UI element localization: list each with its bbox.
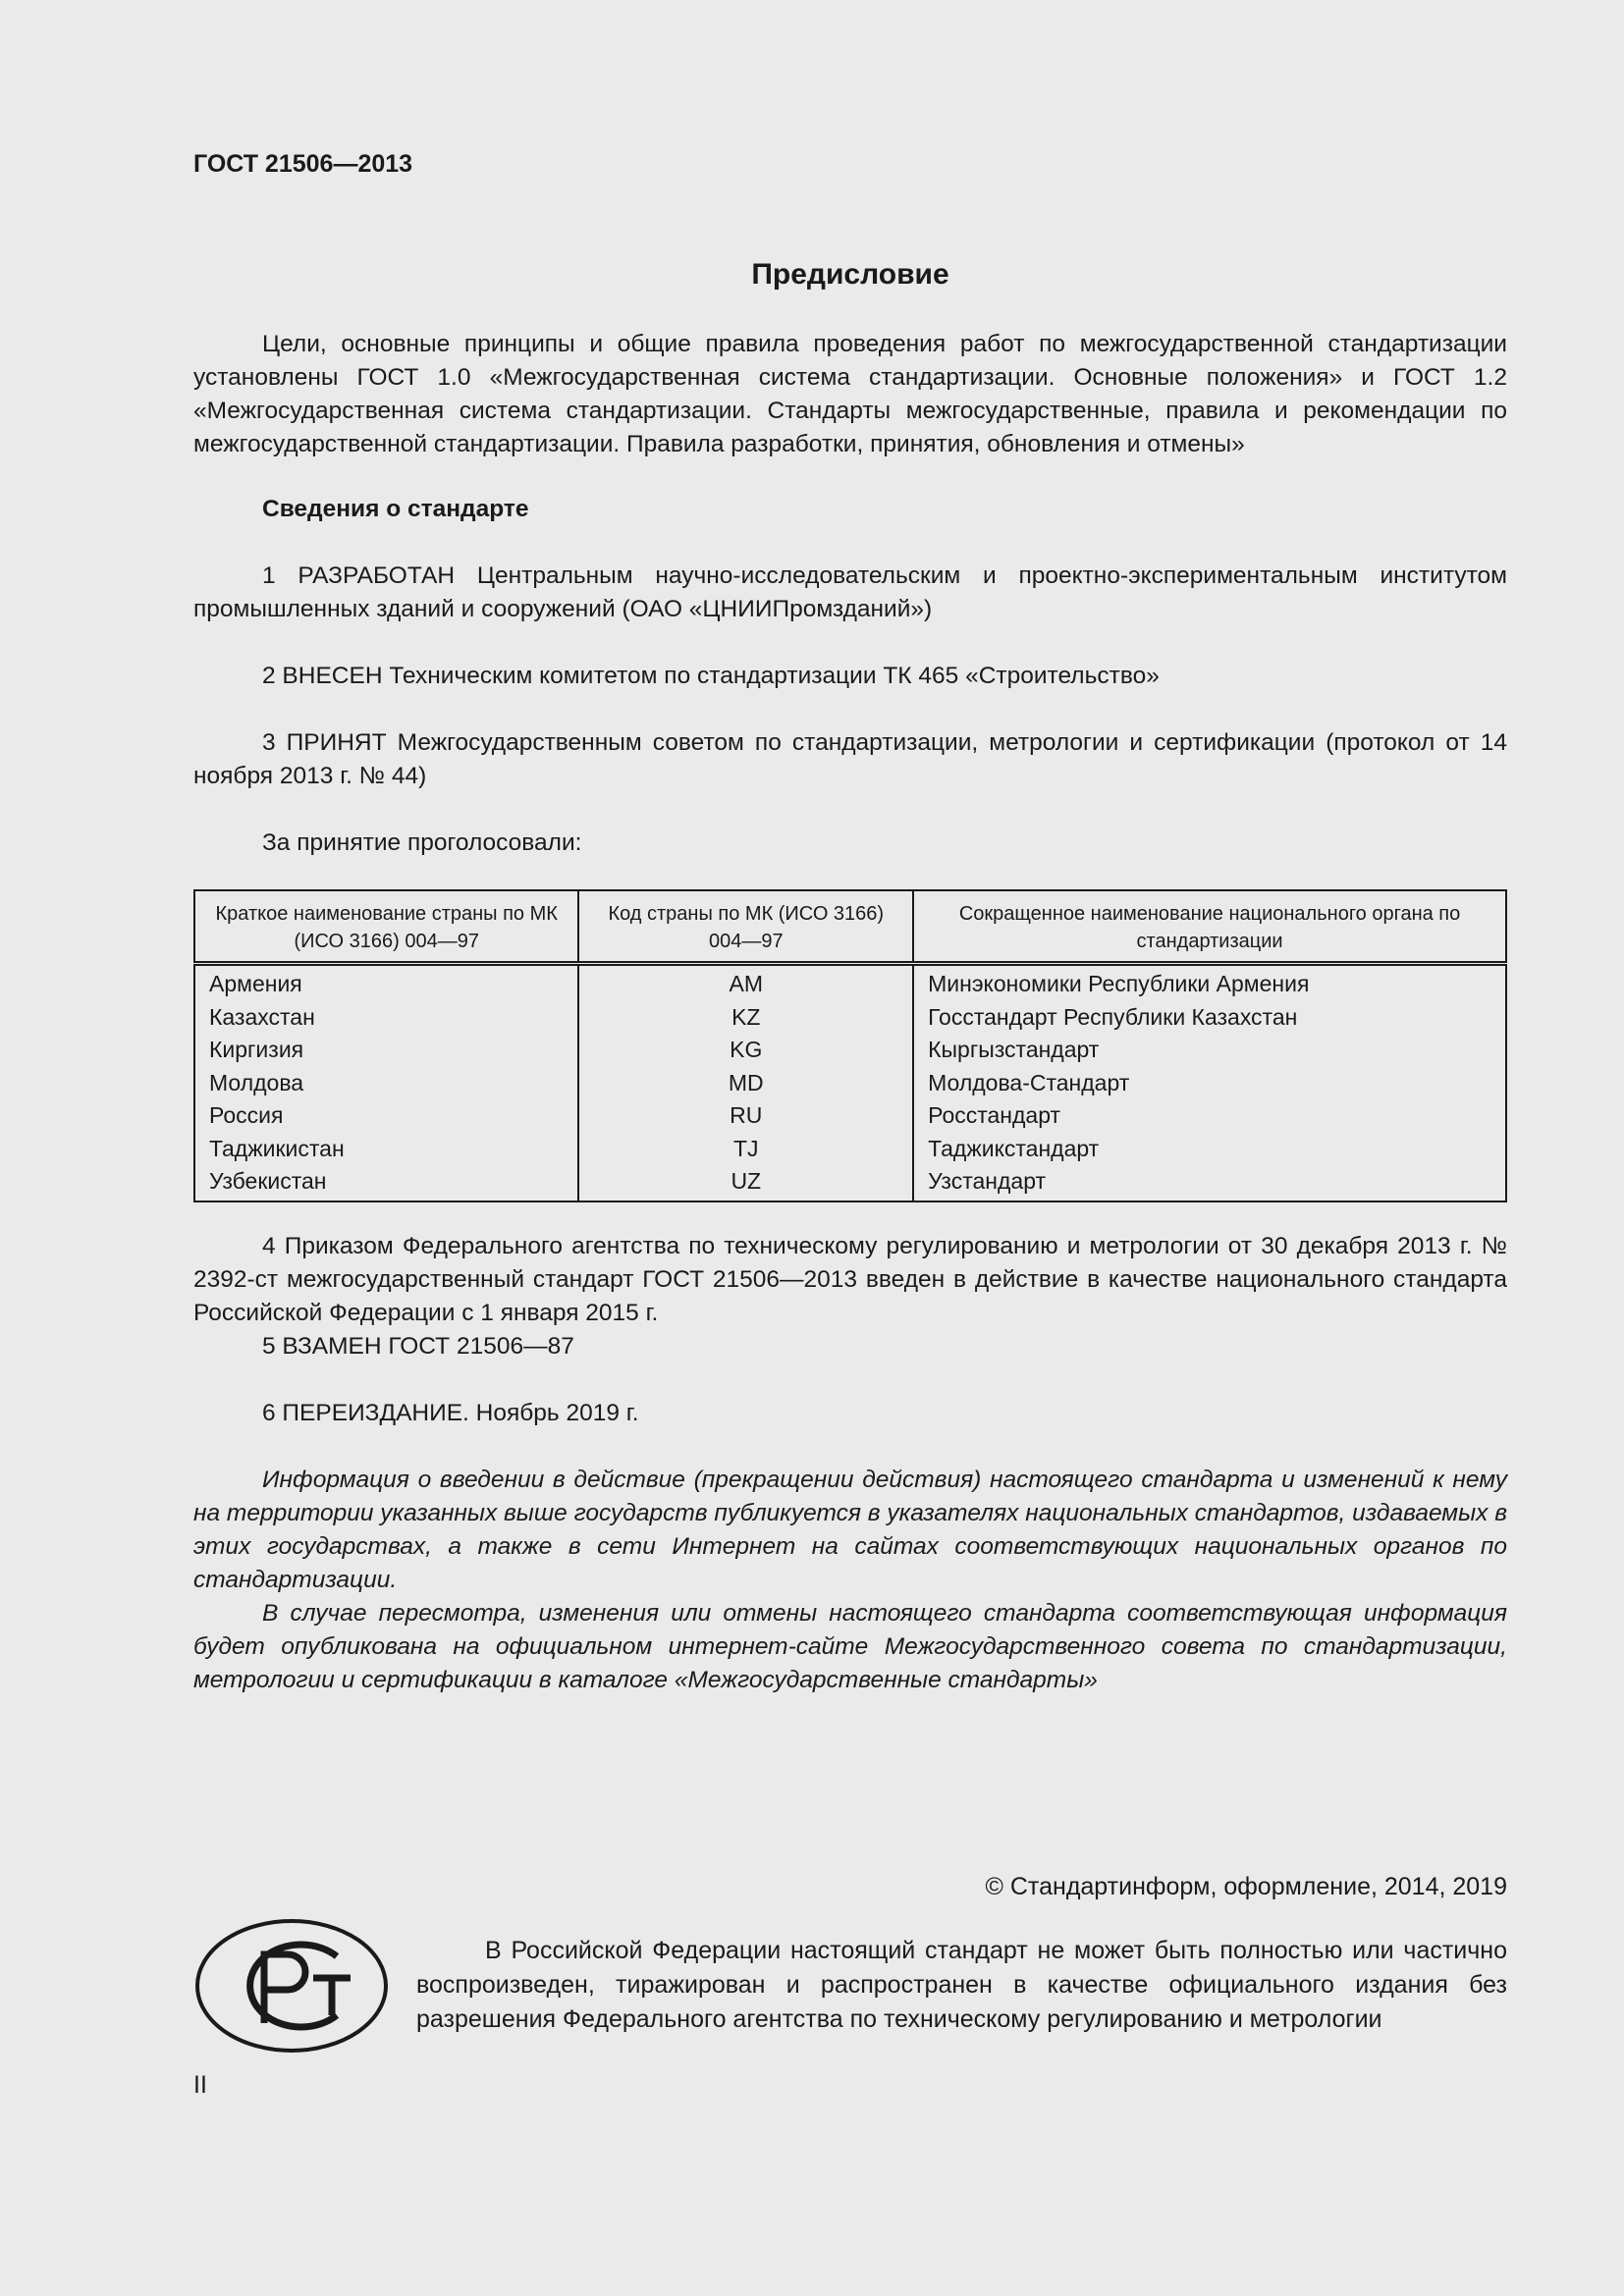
cell-body: Кыргызстандарт [913, 1034, 1506, 1067]
item-5: 5 ВЗАМЕН ГОСТ 21506—87 [262, 1332, 574, 1360]
cell-code: AM [578, 964, 913, 1001]
item-6: 6 ПЕРЕИЗДАНИЕ. Ноябрь 2019 г. [262, 1399, 639, 1426]
copyright-line: © Стандартинформ, оформление, 2014, 2019 [985, 1873, 1507, 1900]
document-code: ГОСТ 21506—2013 [193, 150, 413, 178]
cell-body: Росстандарт [913, 1099, 1506, 1133]
item-3: 3 ПРИНЯТ Межгосударственным советом по стандартизации, метрологии и сертификации (протокол от 14 ноября 2013 г. № 44) [193, 729, 1507, 789]
cell-body: Минэкономики Республики Армения [913, 964, 1506, 1001]
voted-label: За принятие проголосовали: [262, 829, 582, 856]
table-header-row [194, 890, 1506, 964]
member-states-table [193, 889, 1507, 1202]
page-number: II [193, 2071, 207, 2099]
cell-body: Молдова-Стандарт [913, 1067, 1506, 1100]
table-row [194, 1165, 1506, 1201]
rst-logo-icon [193, 1917, 390, 2055]
cell-country: Киргизия [209, 1037, 304, 1062]
cell-country: Узбекистан [209, 1168, 327, 1194]
page-content [193, 147, 1507, 1697]
cell-body: Узстандарт [913, 1165, 1506, 1201]
table-header-code: Код страны по МК (ИСО 3166) 004—97 [578, 890, 913, 964]
cell-country: Армения [209, 971, 302, 996]
cell-country: Россия [209, 1102, 284, 1128]
cell-code: TJ [578, 1133, 913, 1166]
table-row [194, 1099, 1506, 1133]
item-4: 4 Приказом Федерального агентства по техническому регулированию и метрологии от 30 декабря 2013 г. № 2392-ст межгосударственный стандарт ГОСТ 21506—2013 введен в действие в качестве национального стандарта Российской Федерации с 1 января 2015 г. [193, 1232, 1507, 1326]
table-header-country: Краткое наименование страны по МК (ИСО 3166) 004—97 [194, 890, 578, 964]
cell-body: Таджикстандарт [913, 1133, 1506, 1166]
table-row [194, 964, 1506, 1001]
cell-code: RU [578, 1099, 913, 1133]
cell-code: KZ [578, 1001, 913, 1035]
cell-country: Молдова [209, 1069, 304, 1095]
cell-body: Госстандарт Республики Казахстан [913, 1001, 1506, 1035]
page-title: Предисловие [751, 258, 949, 291]
cell-code: UZ [578, 1165, 913, 1201]
table-row [194, 1067, 1506, 1100]
table-header-body: Сокращенное наименование национального органа по стандартизации [913, 890, 1506, 964]
table-row [194, 1001, 1506, 1035]
cell-code: MD [578, 1067, 913, 1100]
copyright-notice: В Российской Федерации настоящий стандарт не может быть полностью или частично воспроизведен, тиражирован и распространен в качестве официального издания без разрешения Федерального агентства по техническому регулированию и метрологии [416, 1937, 1507, 2033]
section-title: Сведения о стандарте [262, 496, 529, 522]
cell-country: Казахстан [209, 1003, 315, 1030]
info-paragraph-2: В случае пересмотра, изменения или отмены настоящего стандарта соответствующая информация будет опубликована на официальном интернет-сайте Межгосударственного совета по стандартизации, метрологии и сертификации в каталоге «Межгосударственные стандарты» [193, 1599, 1507, 1693]
item-1: 1 РАЗРАБОТАН Центральным научно-исследовательским и проектно-экспериментальным институтом промышленных зданий и сооружений (ОАО «ЦНИИПромзданий») [193, 562, 1507, 622]
intro-paragraph: Цели, основные принципы и общие правила проведения работ по межгосударственной стандартизации установлены ГОСТ 1.0 «Межгосударственная система стандартизации. Основные положения» и ГОСТ 1.2 «Межгосударственная система стандартизации. Стандарты межгосударственные, правила и рекомендации по межгосударственной стандартизации. Правила разработки, принятия, обновления и отмены» [193, 331, 1507, 457]
info-paragraph-1: Информация о введении в действие (прекращении действия) настоящего стандарта и изменений к нему на территории указанных выше государств публикуется в указателях национальных стандартов, издаваемых в этих государствах, а также в сети Интернет на сайтах соответствующих национальных органов по стандартизации. [193, 1466, 1507, 1593]
cell-code: KG [578, 1034, 913, 1067]
table-row [194, 1133, 1506, 1166]
table-row [194, 1034, 1506, 1067]
item-2: 2 ВНЕСЕН Техническим комитетом по стандартизации ТК 465 «Строительство» [262, 663, 1160, 689]
cell-country: Таджикистан [209, 1135, 345, 1161]
